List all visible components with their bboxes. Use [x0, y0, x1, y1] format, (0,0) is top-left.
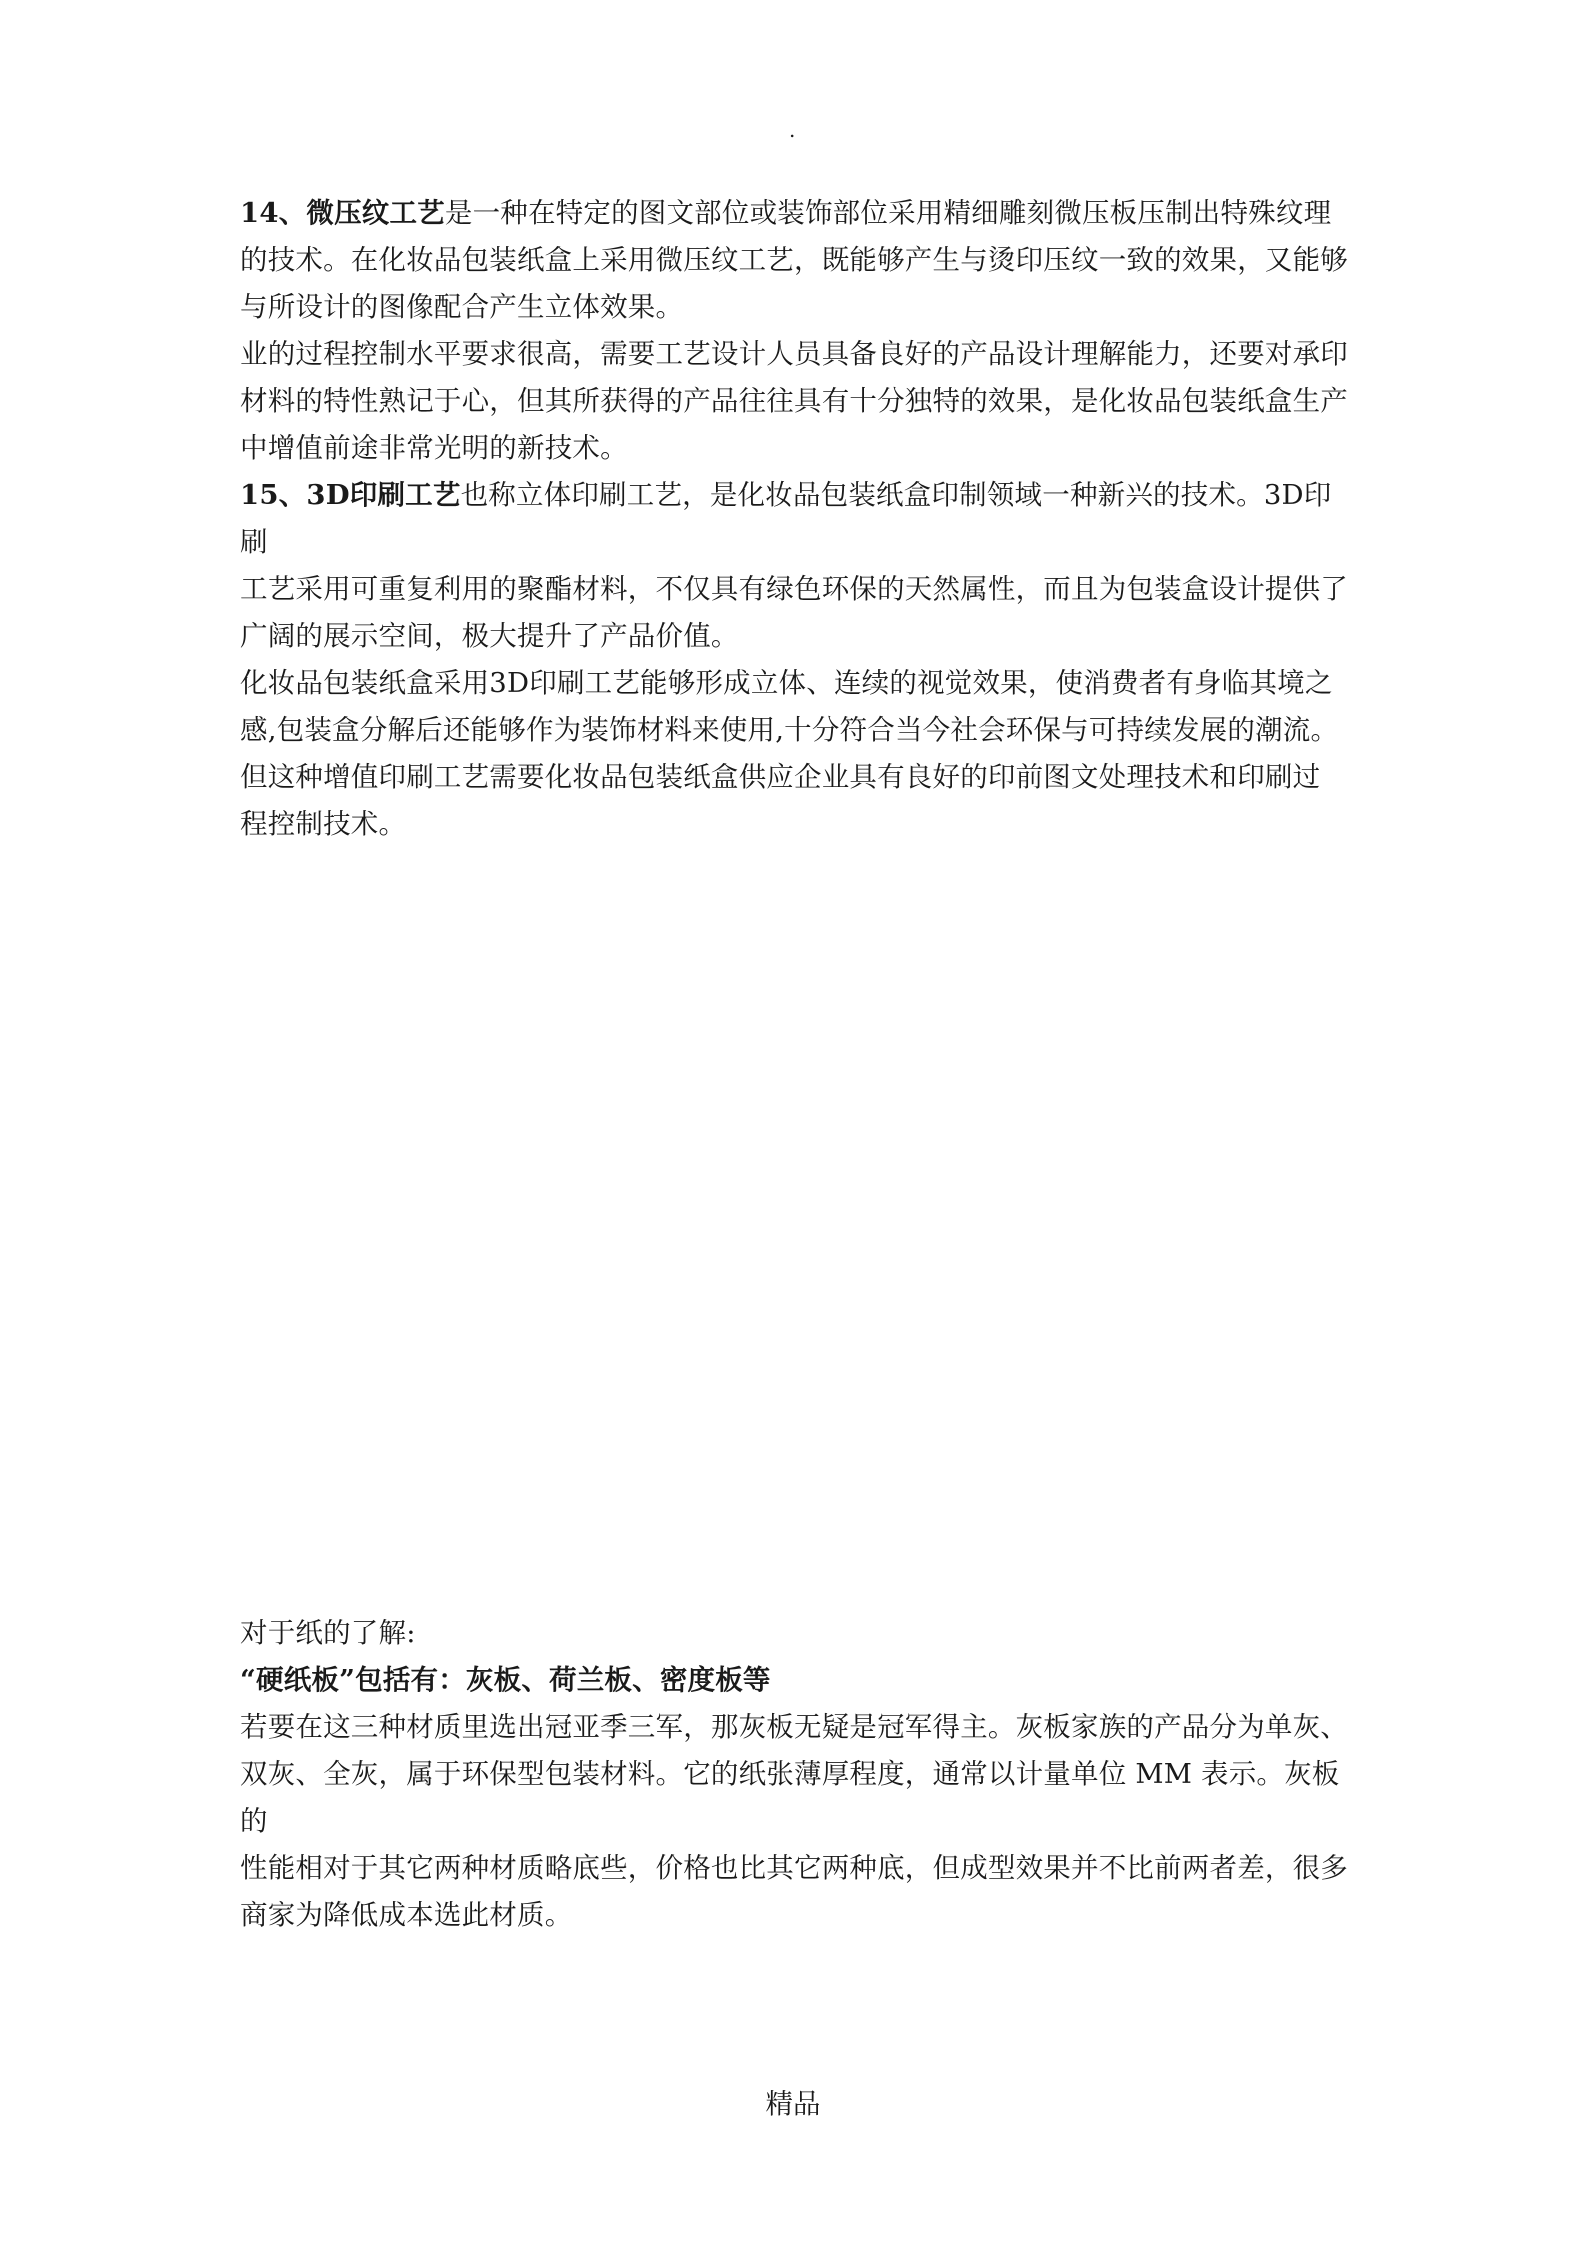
paper-line-1: 若要在这三种材质里选出冠亚季三军，那灰板无疑是冠军得主。灰板家族的产品分为单灰、: [240, 1711, 1348, 1743]
section-14-line-1: [240, 190, 1350, 237]
section-14-line-6: 中增值前途非常光明的新技术。: [240, 432, 628, 464]
main-content: [240, 190, 1350, 848]
section-14-term: 微压纹工艺: [306, 197, 445, 229]
section-14-line-4: 业的过程控制水平要求很高，需要工艺设计人员具备良好的产品设计理解能力，还要对承印: [240, 338, 1348, 370]
section-15-number: 15、: [240, 479, 307, 511]
section-15-line-3: 广阔的展示空间，极大提升了产品价值。: [240, 620, 739, 652]
paper-subheading: “硬纸板”包括有：灰板、荷兰板、密度板等: [240, 1664, 771, 1696]
footer-label: 精品: [765, 2088, 821, 2120]
section-14-number: 14、: [240, 197, 307, 229]
paper-line-4: 商家为降低成本选此材质。: [240, 1899, 573, 1931]
paper-heading: 对于纸的了解:: [240, 1617, 416, 1649]
paper-line-2: 双灰、全灰，属于环保型包装材料。它的纸张薄厚程度，通常以计量单位 MM 表示。灰板的: [240, 1758, 1340, 1837]
section-15-line-4: 化妆品包装纸盒采用3D印刷工艺能够形成立体、连续的视觉效果，使消费者有身临其境之: [240, 667, 1333, 699]
section-14-line-3: 与所设计的图像配合产生立体效果。: [240, 291, 684, 323]
section-15-line-1: [240, 472, 1350, 566]
section-15-lead: 也称立体印刷工艺，是化妆品包装纸盒印制领域一种新兴的技术。3D印刷: [240, 479, 1332, 558]
section-15-term: 3D印刷工艺: [306, 479, 461, 511]
section-14-line-5: 材料的特性熟记于心，但其所获得的产品往往具有十分独特的效果，是化妆品包装纸盒生产: [240, 385, 1348, 417]
section-14-lead: 是一种在特定的图文部位或装饰部位采用精细雕刻微压板压制出特殊纹理: [444, 197, 1332, 229]
section-15-line-7: 程控制技术。: [240, 808, 407, 840]
paper-line-3: 性能相对于其它两种材质略底些，价格也比其它两种底，但成型效果并不比前两者差，很多: [240, 1852, 1348, 1884]
section-15-line-5: 感,包装盒分解后还能够作为装饰材料来使用,十分符合当今社会环保与可持续发展的潮流。: [240, 714, 1339, 746]
paper-section: [240, 1610, 1350, 1939]
section-15-line-6: 但这种增值印刷工艺需要化妆品包装纸盒供应企业具有良好的印前图文处理技术和印刷过: [240, 761, 1321, 793]
section-14-line-2: 的技术。在化妆品包装纸盒上采用微压纹工艺，既能够产生与烫印压纹一致的效果，又能够: [240, 244, 1348, 276]
header-dot: .: [789, 118, 796, 142]
section-15-line-2: 工艺采用可重复利用的聚酯材料，不仅具有绿色环保的天然属性，而且为包装盒设计提供了: [240, 573, 1348, 605]
